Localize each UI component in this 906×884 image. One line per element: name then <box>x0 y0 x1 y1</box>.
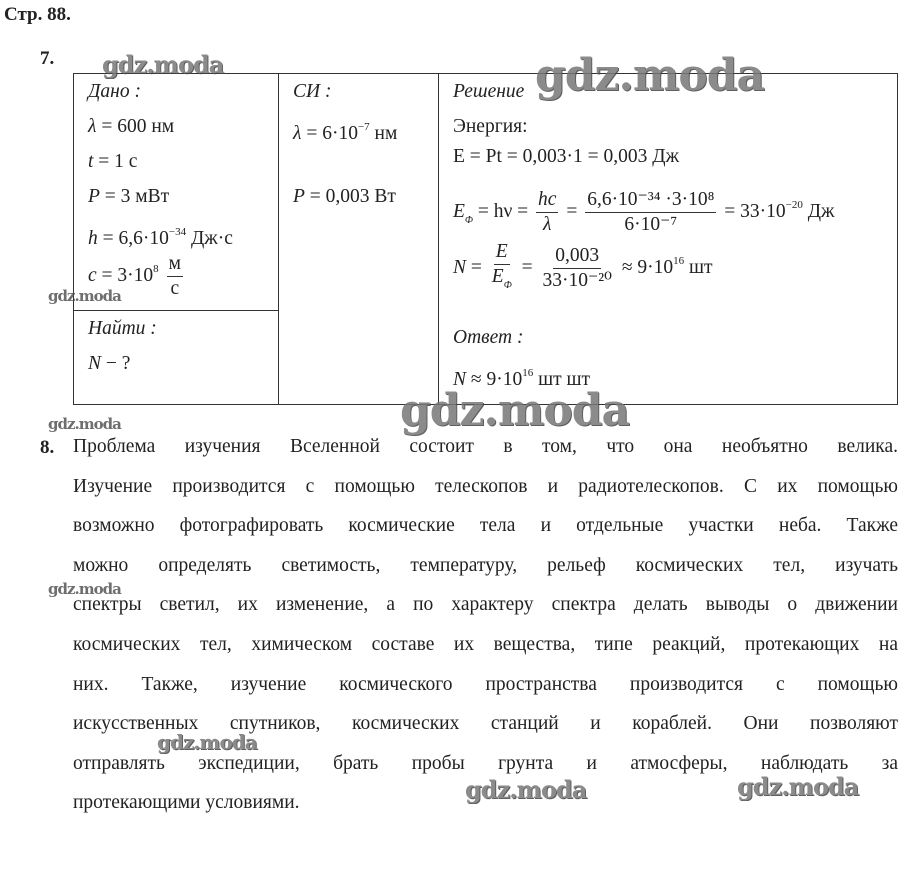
watermark: gdz.moda <box>102 50 224 79</box>
find-line: N − ? <box>88 353 131 374</box>
watermark: gdz.moda <box>48 415 121 433</box>
energy-label: Энергия: <box>453 116 528 137</box>
solution-title: Решение <box>453 81 525 102</box>
given-line: t = 1 с <box>88 151 138 172</box>
solution-cell <box>439 74 898 405</box>
paragraph-line: можно определять светимость, температуру, рельеф космических тел, изучать <box>73 554 898 576</box>
si-line: P = 0,003 Вт <box>293 186 396 207</box>
answer-title: Ответ : <box>453 327 524 348</box>
given-title: Дано : <box>88 81 141 102</box>
paragraph-line: протекающими условиями. <box>73 792 300 814</box>
equation-photon-energy: $E_Ф = h\nu$ = $\frac{hc}{\lambda}$ = $\frac{\text{6,6·10⁻³⁴ ·3·10⁸}}{\text{6·10⁻⁷}}$ = $33\cdot 10^{-20}$ Дж <box>453 189 835 236</box>
equation-photon-count: N = E $E_Ф$ = $\frac{0,003}{\text{33·10⁻²⁰}}$ ≈ $9\cdot 10^{16}$ шт <box>453 240 713 292</box>
paragraph-line: Изучение производится с помощью телескопов и радиотелескопов. С их помощью <box>73 475 898 497</box>
watermark: gdz.moda <box>535 50 765 101</box>
watermark: gdz.moda <box>465 775 587 804</box>
watermark: gdz.moda <box>48 580 121 598</box>
given-line: P = 3 мВт <box>88 186 170 207</box>
paragraph-line: отправлять экспедиции, брать пробы грунта и атмосферы, наблюдать за <box>73 752 898 774</box>
paragraph-line: спектры светил, их изменение, а по характеру спектра делать выводы о движении <box>73 594 898 616</box>
given-line: $h = 6,6\cdot 10^{-34}$ Дж·с <box>88 226 233 249</box>
task-8-number: 8. <box>40 437 55 458</box>
paragraph-line: возможно фотографировать космические тела и отдельные участки неба. Также <box>73 515 898 537</box>
task-8-answer <box>73 432 898 828</box>
watermark: gdz.moda <box>157 730 257 754</box>
watermark: gdz.moda <box>400 385 630 436</box>
given-line: $c = 3\cdot 10^8$ м с <box>88 253 181 299</box>
si-cell <box>279 74 439 405</box>
task-7-table <box>73 73 898 405</box>
answer-line: $N \approx 9\cdot 10^{16}$ шт шт <box>453 367 591 390</box>
given-line: λ = 600 нм <box>88 116 175 137</box>
page-header: Стр. 88. <box>4 4 71 25</box>
task-7-number: 7. <box>40 48 55 69</box>
equation-energy: E = Pt = 0,003·1 = 0,003 Дж <box>453 146 680 167</box>
si-title: СИ : <box>293 81 332 102</box>
paragraph-line: космических тел, химическом составе их вещества, типе реакций, протекающих на <box>73 633 898 655</box>
si-line: $\lambda = 6\cdot 10^{-7}$ нм <box>293 121 398 144</box>
watermark: gdz.moda <box>48 287 121 305</box>
watermark: gdz.moda <box>737 772 859 801</box>
paragraph-line: искусственных спутников, космических станций и кораблей. Они позволяют <box>73 713 898 735</box>
find-title: Найти : <box>88 318 157 339</box>
paragraph-line: Проблема изучения Вселенной состоит в том, что она необъятно велика. <box>73 436 898 457</box>
given-cell <box>74 74 279 311</box>
paragraph-line: них. Также, изучение космического пространства производится с помощью <box>73 673 898 695</box>
find-cell <box>74 311 279 405</box>
